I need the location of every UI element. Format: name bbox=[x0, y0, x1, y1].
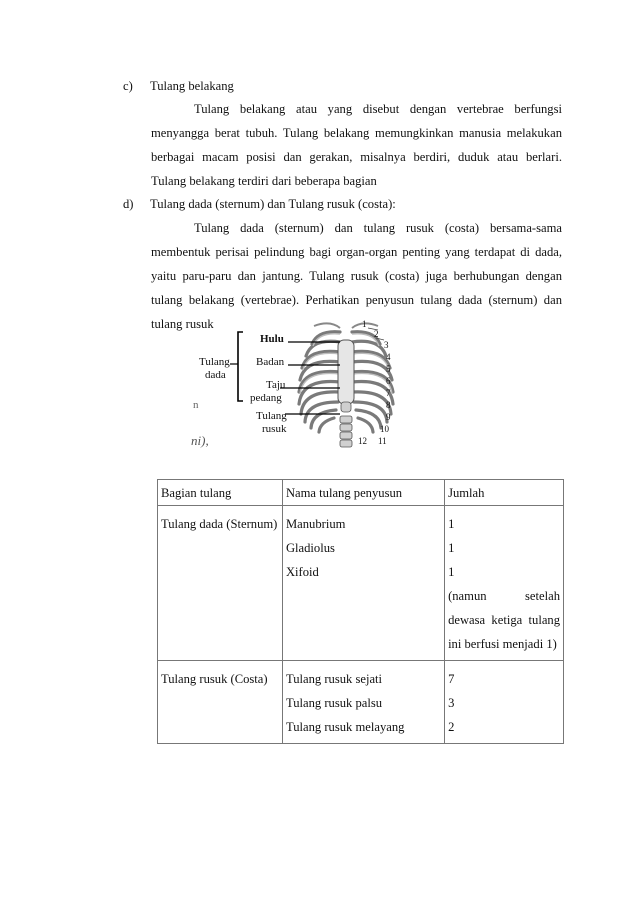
section-d-line-1: Tulang dada (sternum) dan tulang rusuk (costa) bersama-sama bbox=[194, 221, 562, 235]
section-c-line-3: berbagai macam posisi dan gerakan, misalnya berdiri, duduk atau berlari. bbox=[151, 150, 562, 164]
bone-name: Tulang rusuk melayang bbox=[285, 720, 405, 734]
section-d-line-5: tulang rusuk bbox=[151, 317, 214, 331]
figure-label-taju-2: pedang bbox=[250, 392, 282, 404]
table-cell-counts bbox=[445, 661, 564, 744]
rib-number-5: 5 bbox=[386, 364, 391, 374]
table-header-cell: Bagian tulang bbox=[158, 480, 283, 506]
figure-label-tulang-dada-1: Tulang bbox=[199, 356, 230, 368]
bone-name: Tulang rusuk palsu bbox=[285, 696, 383, 710]
rib-number-2: 2 bbox=[374, 329, 379, 339]
bone-count-note: ini berfusi menjadi 1) bbox=[448, 637, 557, 651]
rib-number-1: 1 bbox=[362, 319, 367, 329]
table-header-cell: Nama tulang penyusun bbox=[282, 480, 444, 506]
rib-number-8: 8 bbox=[386, 400, 391, 410]
figure-label-tulang-rusuk-2: rusuk bbox=[262, 423, 287, 435]
table-cell-names bbox=[282, 506, 444, 661]
figure-label-taju-1: Taju bbox=[266, 379, 286, 391]
part-label: Tulang dada (Sternum) bbox=[161, 517, 278, 531]
rib-number-9: 9 bbox=[386, 412, 391, 422]
bone-name: Xifoid bbox=[285, 565, 319, 579]
rib-number-3: 3 bbox=[384, 340, 389, 350]
section-c-line-4: Tulang belakang terdiri dari beberapa bagian bbox=[151, 174, 377, 188]
figure-label-tulang-rusuk-1: Tulang bbox=[256, 410, 287, 422]
bone-count: 1 bbox=[448, 541, 455, 555]
bone-name: Manubrium bbox=[285, 517, 346, 531]
rib-number-10: 10 bbox=[380, 424, 389, 434]
table-cell-part bbox=[158, 661, 283, 744]
section-c-line-2: menyangga berat tubuh. Tulang belakang memungkinkan manusia melakukan bbox=[151, 126, 562, 140]
section-d-line-4: tulang belakang (vertebrae). Perhatikan penyusun tulang dada (sternum) dan bbox=[151, 293, 562, 307]
rib-number-6: 6 bbox=[386, 376, 391, 386]
table-header-cell: Jumlah bbox=[445, 480, 564, 506]
bone-count-note: dewasa ketiga tulang bbox=[448, 613, 560, 627]
rib-number-11: 11 bbox=[378, 436, 387, 446]
rib-number-12: 12 bbox=[358, 436, 367, 446]
rib-number-4: 4 bbox=[386, 352, 391, 362]
figure-stray-text-2: ni), bbox=[191, 433, 209, 448]
figure-label-badan: Badan bbox=[256, 356, 285, 368]
bone-name: Gladiolus bbox=[285, 541, 335, 555]
figure-label-hulu: Hulu bbox=[260, 333, 284, 345]
figure-stray-text-1: n bbox=[193, 399, 199, 411]
table-cell-counts bbox=[445, 506, 564, 661]
table-row bbox=[158, 506, 564, 661]
bone-count: 1 bbox=[448, 565, 455, 579]
table-cell-names bbox=[282, 661, 444, 744]
bone-count: 3 bbox=[448, 696, 455, 710]
bone-count: 7 bbox=[448, 672, 455, 686]
section-d-marker: d) bbox=[123, 197, 134, 211]
section-c-marker: c) bbox=[123, 79, 133, 93]
bone-count: 2 bbox=[448, 720, 455, 734]
table-cell-part bbox=[158, 506, 283, 661]
table-header-row bbox=[158, 480, 564, 506]
table-row bbox=[158, 661, 564, 744]
figure-label-tulang-dada-2: dada bbox=[205, 369, 226, 381]
bone-count: 1 bbox=[448, 517, 455, 531]
bone-table bbox=[157, 479, 564, 744]
bone-count-note: (namun setelah bbox=[448, 589, 560, 603]
rib-number-7: 7 bbox=[386, 388, 391, 398]
section-d-line-3: yaitu paru-paru dan jantung. Tulang rusuk (costa) juga berhubungan dengan bbox=[151, 269, 562, 283]
section-d-line-2: membentuk perisai pelindung bagi organ-organ penting yang terdapat di dada, bbox=[151, 245, 562, 259]
bone-name: Tulang rusuk sejati bbox=[285, 672, 383, 686]
section-c-heading: Tulang belakang bbox=[150, 79, 234, 93]
part-label: Tulang rusuk (Costa) bbox=[161, 672, 268, 686]
section-d-heading: Tulang dada (sternum) dan Tulang rusuk (costa): bbox=[150, 197, 396, 211]
section-c-line-1: Tulang belakang atau yang disebut dengan vertebrae berfungsi bbox=[194, 102, 562, 116]
